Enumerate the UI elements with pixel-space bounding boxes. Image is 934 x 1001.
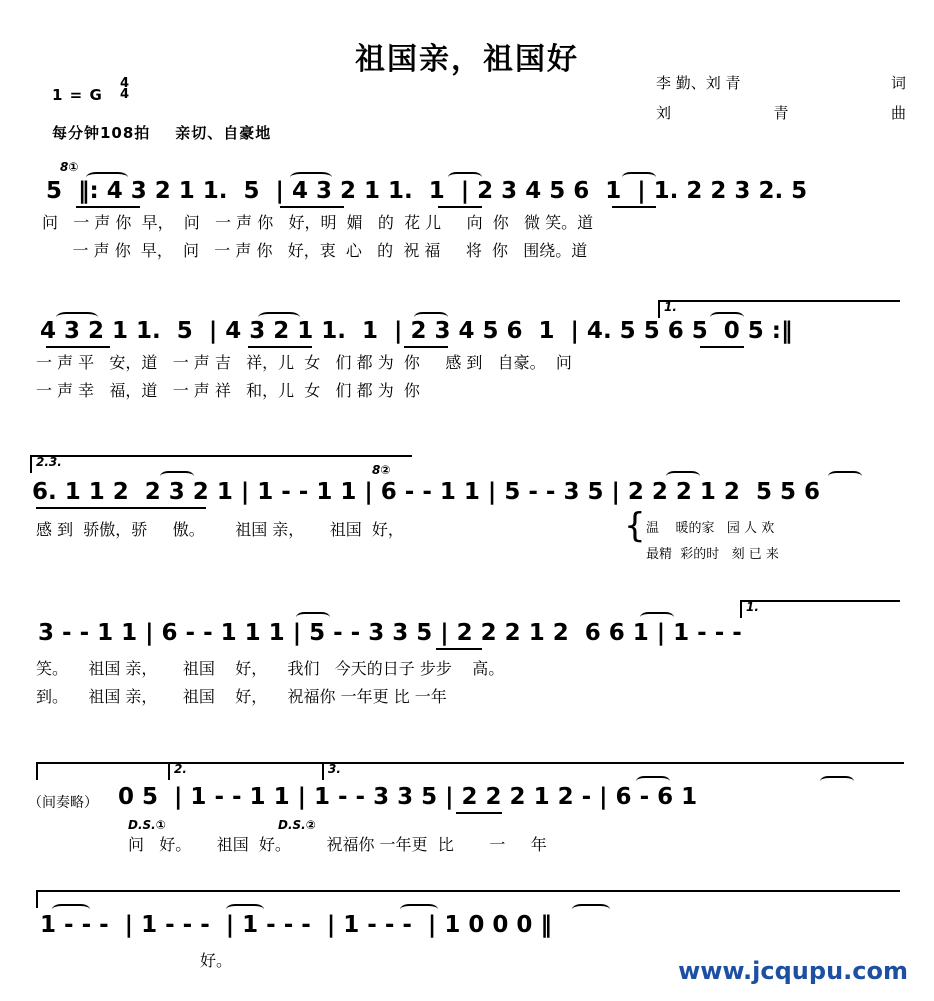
lyrics-verse-1: 好。 <box>200 951 233 970</box>
notes-row: 5 ‖: 4 3 2 1 1. 5 | 4 3 2 1 1. 1 | 2 3 4 5 6 1 | 1. 2 2 3 2. 5 <box>46 178 808 204</box>
system-5 <box>0 762 934 892</box>
notes-row: 0 5 | 1 - - 1 1 | 1 - - 3 3 5 | 2 2 2 1 2 - | 6 - 6 1 <box>118 784 698 810</box>
time-signature-numerator: 4 <box>120 76 130 91</box>
lyrics-brace-line-1: 温 暖的家 园 人 欢 <box>646 521 775 536</box>
system-2 <box>0 300 934 430</box>
brace-bracket: { <box>624 506 646 546</box>
composer-role: 曲 <box>890 104 906 122</box>
lyricist-name: 李 勤、刘 青 <box>656 74 741 92</box>
credit-row-composer <box>656 98 906 128</box>
lyrics-verse-1: 一 声 平 安，道 一 声 吉 祥，儿 女 们 都 为 你 感 到 自豪。 问 <box>36 353 572 372</box>
volta-bracket-2 <box>168 762 324 780</box>
volta-label: 1. <box>746 600 759 614</box>
lyricist-role: 词 <box>890 74 906 92</box>
ottava-mark-2: 8② <box>372 463 391 477</box>
key-signature: 1 = G <box>52 86 103 104</box>
ottava-mark-1: 8① <box>60 160 79 174</box>
volta-bracket-1 <box>658 300 900 318</box>
page-title: 祖国亲，祖国好 <box>355 42 579 77</box>
ds-mark-1: D.S.① <box>128 818 166 832</box>
lyrics-verse-1: 问 一 声 你 早， 问 一 声 你 好，明 媚 的 花 儿 向 你 微 笑。道 <box>42 213 594 232</box>
lyrics-verse-1: 笑。 祖国 亲， 祖国 好， 我们 今天的日子 步步 高。 <box>36 659 505 678</box>
tempo-marking: 每分钟108拍 <box>52 124 151 142</box>
lyrics-brace-line-2: 最精 彩的时 刻 已 来 <box>646 547 779 562</box>
volta-label: 1. <box>664 300 677 314</box>
composer-givenname: 青 <box>773 104 789 122</box>
notes-row: 3 - - 1 1 | 6 - - 1 1 1 | 5 - - 3 3 5 | 2 2 2 1 2 6 6 1 | 1 - - - <box>38 620 742 646</box>
volta-label: 2.3. <box>36 455 62 469</box>
credit-row-lyricist <box>656 68 906 98</box>
system-4 <box>0 600 934 740</box>
expression-marking: 亲切、自豪地 <box>175 124 272 142</box>
watermark: www.jcqupu.com <box>678 957 908 985</box>
notes-row: 6. 1 1 2 2 3 2 1 | 1 - - 1 1 | 6 - - 1 1 | 5 - - 3 5 | 2 2 2 1 2 5 5 6 <box>32 479 820 505</box>
volta-bracket-3 <box>322 762 904 780</box>
volta-bracket-interlude <box>36 762 170 780</box>
lyrics-verse-2: 到。 祖国 亲， 祖国 好， 祝福你 一年更 比 一年 <box>36 687 447 706</box>
time-signature <box>120 78 129 100</box>
lyrics-verse-1: 感 到 骄傲，骄 傲。 祖国 亲， 祖国 好， <box>36 520 404 539</box>
tempo-and-expression <box>52 122 271 143</box>
volta-bracket-final <box>36 890 900 908</box>
interlude-label: （间奏略） <box>28 795 98 811</box>
volta-bracket-23 <box>30 455 412 473</box>
volta-label: 3. <box>328 762 341 776</box>
ds-mark-2: D.S.② <box>278 818 316 832</box>
volta-label: 2. <box>174 762 187 776</box>
time-signature-denominator: 4 <box>120 87 130 102</box>
lyrics-verse-2: 一 声 你 早， 问 一 声 你 好，衷 心 的 祝 福 将 你 围绕。道 <box>42 241 588 260</box>
notes-row: 4 3 2 1 1. 5 | 4 3 2 1 1. 1 | 2 3 4 5 6 1 | 4. 5 5 6 5 0 5 :‖ <box>40 318 793 344</box>
notes-row: 1 - - - | 1 - - - | 1 - - - | 1 - - - | 1 0 0 0 ‖ <box>40 912 552 938</box>
system-1 <box>0 160 934 290</box>
volta-bracket-1b <box>740 600 900 618</box>
system-3 <box>0 455 934 595</box>
composer-surname: 刘 <box>656 104 672 122</box>
credits <box>656 68 906 128</box>
lyrics-verse-1: 问 好。 祖国 好。 祝福你 一年更 比 一 年 <box>128 835 547 854</box>
lyrics-verse-2: 一 声 幸 福，道 一 声 祥 和，儿 女 们 都 为 你 <box>36 381 420 400</box>
